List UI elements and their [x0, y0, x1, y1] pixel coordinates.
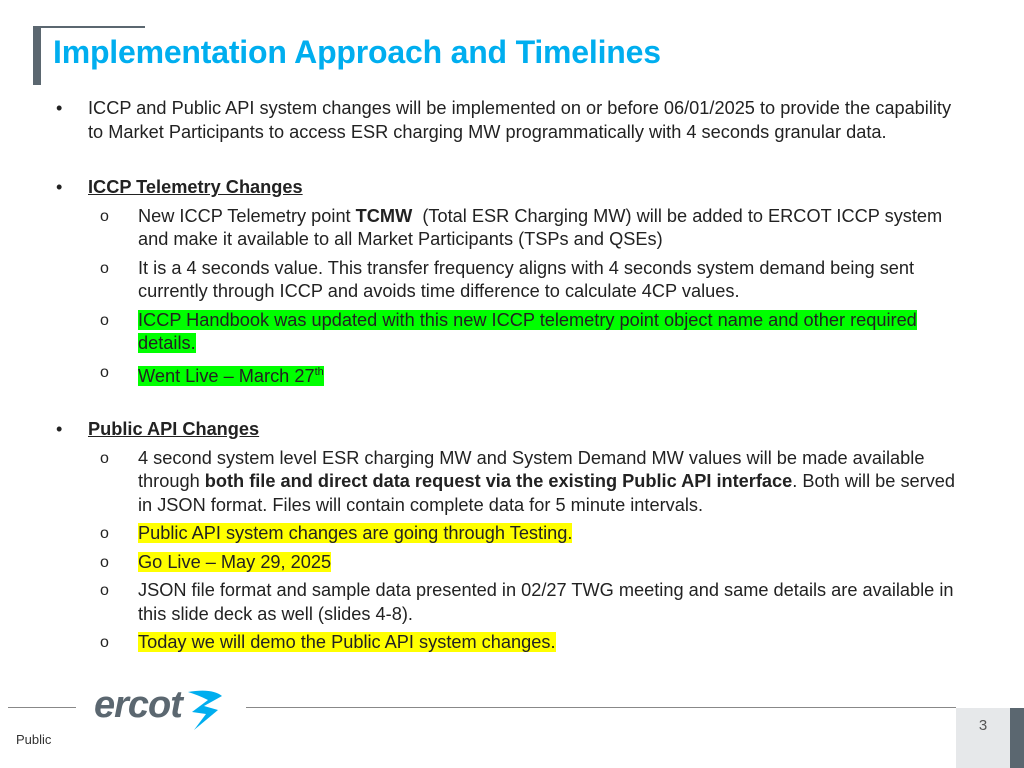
sub-text: . Both will be served in JSON format. Files will contain complete data for 5 minute intervals.	[138, 471, 956, 515]
sub-item	[56, 522, 966, 546]
sub-item	[56, 447, 966, 518]
slide-content	[56, 97, 966, 655]
sub-item	[56, 631, 966, 655]
bullet-text: ICCP and Public API system changes will be implemented on or before 06/01/2025 to provide the capability to Market Participants to access ESR charging MW programmatically with 4 seconds granular data.	[88, 98, 952, 142]
highlighted-text: Today we will demo the Public API system changes.	[138, 632, 556, 653]
slide-title: Implementation Approach and Timelines	[53, 34, 661, 70]
sub-text: 4 second system level ESR charging MW and System Demand MW values will be made available through	[138, 447, 925, 492]
sub-text: JSON file format and sample data presented in 02/27 TWG meeting and same details are available in this slide deck as well (slides 4-8).	[138, 580, 954, 624]
highlighted-text: Go Live – May 29, 2025	[138, 551, 332, 572]
sub-bullet-circle: o	[100, 449, 109, 467]
bullet-dot: •	[56, 177, 63, 197]
page-number-edge	[1010, 708, 1024, 768]
sub-bullet-circle: o	[100, 207, 109, 225]
title-accent-bar	[33, 26, 41, 85]
ercot-logo-mark-icon	[184, 684, 226, 734]
bullet-item-iccp	[56, 176, 966, 200]
title-accent-line	[33, 26, 145, 28]
footer-divider-left	[8, 707, 76, 708]
sub-bullet-circle: o	[100, 634, 109, 652]
classification-label: Public	[16, 732, 52, 747]
sub-text: New ICCP Telemetry point	[138, 205, 356, 226]
sub-bullet-circle: o	[100, 525, 109, 543]
highlighted-text: ICCP Handbook was updated with this new ICCP telemetry point object name and other required details.	[138, 309, 917, 353]
sub-bullet-circle: o	[100, 259, 109, 277]
sub-item	[56, 579, 966, 626]
sub-bullet-circle: o	[100, 582, 109, 600]
went-live-text: Went Live – March 27	[138, 365, 315, 386]
tcmw-bold: TCMW	[355, 205, 413, 226]
sub-item	[56, 309, 966, 356]
highlighted-text	[138, 366, 324, 386]
bullet-dot: •	[56, 98, 63, 118]
iccp-heading: ICCP Telemetry Changes	[88, 177, 303, 197]
sub-bullet-circle: o	[100, 363, 109, 381]
highlighted-text: Public API system changes are going through Testing.	[138, 523, 573, 544]
ercot-logo: ercot	[94, 684, 182, 726]
bullet-item	[56, 97, 966, 144]
api-heading: Public API Changes	[88, 419, 260, 440]
sub-item	[56, 361, 966, 389]
bullet-item-api	[56, 418, 966, 442]
superscript: th	[314, 365, 324, 378]
sub-item	[56, 205, 966, 252]
bullet-dot: •	[56, 419, 63, 440]
page-number: 3	[978, 717, 988, 734]
sub-item	[56, 551, 966, 575]
footer-divider-right	[246, 707, 956, 708]
sub-text: It is a 4 seconds value. This transfer frequency aligns with 4 seconds system demand being sent currently through ICCP and avoids time difference to calculate 4CP values.	[138, 257, 915, 301]
bold-text: both file and direct data request via the existing Public API interface	[204, 471, 793, 492]
sub-text: (Total ESR Charging MW) will be added to ERCOT ICCP system and make it available to all Market Participants (TSPs and QSEs)	[138, 205, 948, 249]
sub-item	[56, 257, 966, 304]
sub-bullet-circle: o	[100, 311, 109, 329]
sub-bullet-circle: o	[100, 553, 109, 571]
